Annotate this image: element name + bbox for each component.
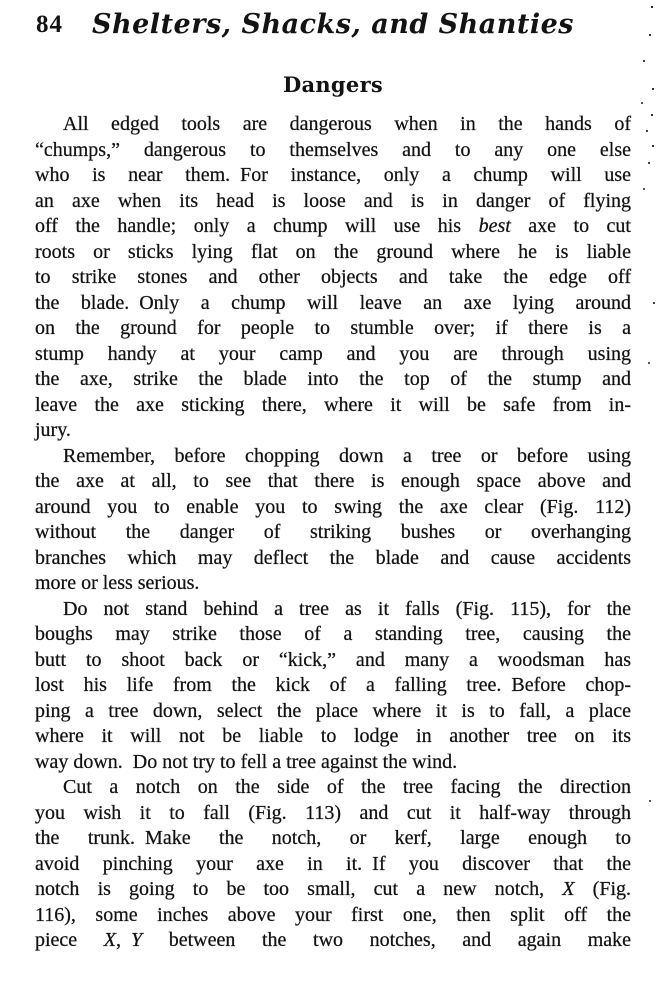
paragraph — [35, 112, 631, 444]
text-line: stump handy at your camp and you are through using — [35, 342, 631, 365]
text-line: jury. — [35, 419, 71, 441]
text-line: the axe, strike the blade into the top of the stump and — [35, 368, 631, 390]
text-line: avoid pinching your axe in it. If you discover that the — [35, 852, 631, 875]
text-line: ping a tree down, select the place where it is to fall, a place — [35, 699, 631, 722]
text-line: butt to shoot back or “kick,” and many a woodsman has — [35, 648, 631, 671]
text-line: leave the axe sticking there, where it will be safe from in- — [35, 393, 631, 416]
paragraph — [35, 775, 631, 954]
text-line: lost his life from the kick of a falling tree. Before chop- — [35, 674, 631, 696]
text-line: who is near them. For instance, only a chump will use — [35, 164, 631, 186]
text-line: the axe at all, to see that there is enough space above and — [35, 470, 631, 492]
text-line: boughs may strike those of a standing tree, causing the — [35, 623, 631, 645]
text-line: to strike stones and other objects and take the edge off — [35, 266, 631, 288]
text-line: Remember, before chopping down a tree or before using — [63, 444, 631, 467]
text-line: way down. Do not try to fell a tree against the wind. — [35, 750, 458, 773]
text-line: piece X, Y between the two notches, and again make — [35, 929, 632, 951]
page-header — [36, 9, 630, 43]
scan-speckle-artifacts — [651, 6, 653, 8]
text-line: the trunk. Make the notch, or kerf, large enough to — [35, 827, 631, 849]
text-line: around you to enable you to swing the axe clear (Fig. 112) — [35, 495, 631, 518]
text-line: “chumps,” dangerous to themselves and to any one else — [35, 138, 631, 161]
text-line: roots or sticks lying flat on the ground where he is liable — [35, 240, 631, 263]
text-line: without the danger of striking bushes or overhanging — [35, 521, 631, 543]
text-line: the blade. Only a chump will leave an axe lying around — [35, 291, 631, 314]
text-line: on the ground for people to stumble over; if there is a — [35, 317, 631, 339]
paragraph — [35, 444, 631, 597]
paragraph — [35, 597, 631, 776]
text-line: branches which may deflect the blade and cause accidents — [35, 546, 631, 569]
text-line: Cut a notch on the side of the tree facing the direction — [63, 776, 631, 798]
body-text — [35, 112, 631, 954]
running-title: Shelters, Shacks, and Shanties — [92, 9, 574, 40]
text-line: where it will not be liable to lodge in another tree on its — [35, 725, 631, 747]
text-line: All edged tools are dangerous when in the hands of — [63, 113, 631, 135]
text-line: Do not stand behind a tree as it falls (Fig. 115), for the — [63, 597, 631, 620]
page-number: 84 — [36, 11, 63, 38]
text-line: more or less serious. — [35, 572, 200, 594]
text-line: notch is going to be too small, cut a new notch, X (Fig. — [35, 878, 631, 900]
text-line: you wish it to fall (Fig. 113) and cut it half-way through — [35, 801, 631, 824]
text-line: 116), some inches above your first one, then split off the — [35, 903, 631, 926]
text-line: off the handle; only a chump will use his best axe to cut — [35, 215, 631, 237]
text-line: an axe when its head is loose and is in danger of flying — [35, 189, 631, 212]
section-heading: Dangers — [282, 72, 384, 97]
